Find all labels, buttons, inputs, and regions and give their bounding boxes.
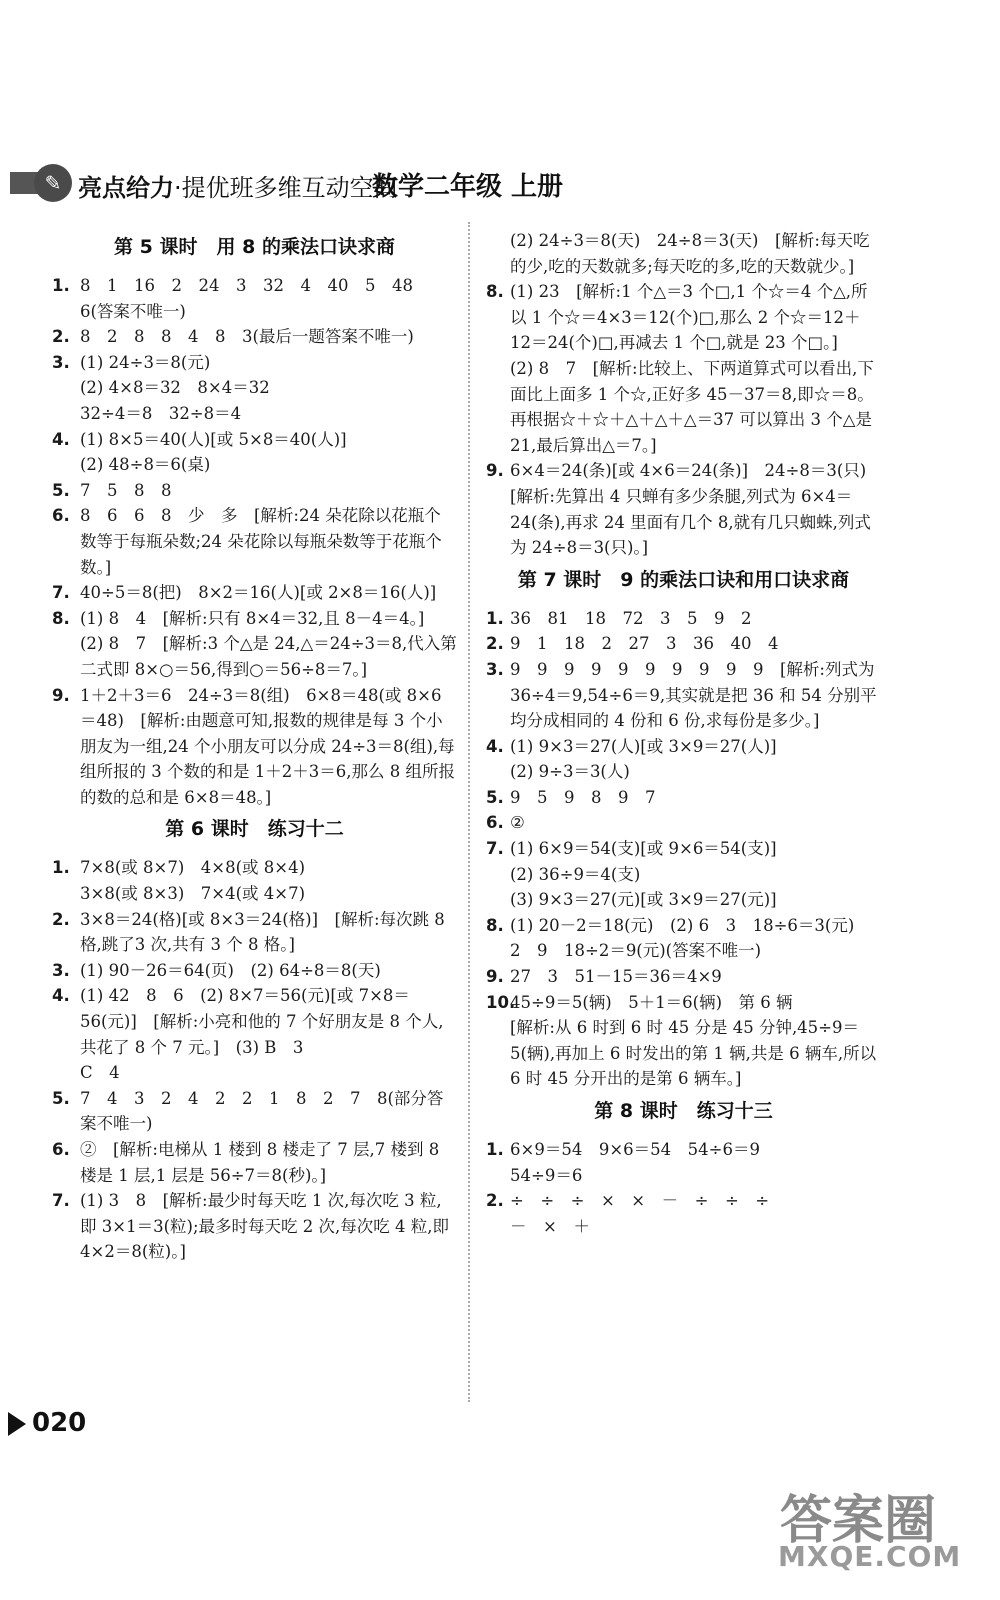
question-number: 8. xyxy=(52,608,70,628)
header-brand xyxy=(78,168,398,203)
page-number xyxy=(8,1408,86,1438)
page-arrow-icon xyxy=(8,1412,26,1436)
question-number: 4. xyxy=(486,736,504,756)
question-number: 9. xyxy=(486,967,504,987)
question-number: 6. xyxy=(52,1140,70,1159)
answer-text: 7 4 3 2 4 2 2 1 8 2 7 8(部分答案不唯一) xyxy=(80,1088,444,1134)
answer-item xyxy=(52,855,457,906)
question-number: 3. xyxy=(52,352,70,372)
answer-item xyxy=(486,228,881,279)
answer-item xyxy=(52,580,457,606)
answer-text: (1) 8 4 [解析:只有 8×4＝32,且 8－4＝4。] (2) 8 7 [解析:3 个△是 24,△＝24÷3＝8,代入第二式即 8×○＝56,得到○＝56÷8＝7。] xyxy=(80,608,457,679)
answer-item xyxy=(52,958,457,984)
answer-text: (1) 9×3＝27(人)[或 3×9＝27(人)] (2) 9÷3＝3(人) xyxy=(510,736,777,782)
answer-item xyxy=(52,1086,457,1137)
brand-logo-icon: ✎ xyxy=(34,164,72,202)
answer-item xyxy=(486,836,881,913)
answer-text: (1) 3 8 [解析:最少时每天吃 1 次,每次吃 3 粒,即 3×1＝3(粒);最多时每天吃 2 次,每次吃 4 粒,即 4×2＝8(粒)。] xyxy=(80,1191,449,1262)
answer-text: 1＋2＋3＝6 24÷3＝8(组) 6×8＝48(或 8×6＝48) [解析:由题意可知,报数的规律是每 3 个小朋友为一组,24 个小朋友可以分成 24÷3＝8(组),每组所报的 3 个数的和是 1＋2＋3＝6,那么 8 组所报的数的总和是 6×8＝48。] xyxy=(80,685,455,807)
question-number: 9. xyxy=(486,461,504,481)
answer-text: (1) 8×5＝40(人)[或 5×8＝40(人)] (2) 48÷8＝6(桌) xyxy=(80,429,347,475)
answer-text: (1) 23 [解析:1 个△＝3 个□,1 个☆＝4 个△,所以 1 个☆＝4×3＝12(个)□,那么 2 个☆＝12＋12＝24(个)□,再减去 1 个□,就是 23 个□。] (2) 8 7 [解析:比较上、下两道算式可以看出,下面比上面多 1 个☆,正好多 45－37＝8,即☆＝8。再根据☆＋☆＋△＋△＋△＝37 可以算出 3 个△是 21,最后算出△＝7。] xyxy=(510,282,874,455)
answer-item xyxy=(52,1188,457,1265)
question-number: 5. xyxy=(52,1088,70,1108)
question-number: 1. xyxy=(52,858,70,878)
answer-text: 7×8(或 8×7) 4×8(或 8×4) 3×8(或 8×3) 7×4(或 4×7) xyxy=(80,858,306,904)
question-number: 7. xyxy=(52,583,70,603)
answer-item xyxy=(486,657,881,734)
watermark xyxy=(760,1470,990,1590)
question-number: 2. xyxy=(486,634,504,654)
page-header xyxy=(10,158,990,206)
answer-text: (1) 90－26＝64(页) (2) 64÷8＝8(天) xyxy=(80,960,381,980)
answer-text: 6×9＝54 9×6＝54 54÷6＝9 54÷9＝6 xyxy=(510,1140,760,1185)
question-number: 7. xyxy=(486,839,504,859)
answer-item xyxy=(52,983,457,1085)
question-number: 3. xyxy=(52,960,70,980)
answer-item xyxy=(52,273,457,324)
answer-item xyxy=(52,503,457,580)
answer-text: 9 1 18 2 27 3 36 40 4 xyxy=(510,634,779,654)
answer-text: ② [解析:电梯从 1 楼到 8 楼走了 7 层,7 楼到 8 楼是 1 层,1 层是 56÷7＝8(秒)。] xyxy=(80,1140,440,1185)
answer-text: 9 9 9 9 9 9 9 9 9 9 [解析:列式为 36÷4＝9,54÷6＝9,其实就是把 36 和 54 分别平均分成相同的 4 份和 6 份,求每份是多少。] xyxy=(510,659,877,731)
answer-text: 8 1 16 2 24 3 32 4 40 5 48 6(答案不唯一) xyxy=(80,276,430,321)
answer-item xyxy=(52,683,457,811)
answer-text: 27 3 51－15＝36＝4×9 xyxy=(510,967,722,987)
answer-text: (1) 6×9＝54(支)[或 9×6＝54(支)] (2) 36÷9＝4(支) (3) 9×3＝27(元)[或 3×9＝27(元)] xyxy=(510,839,777,910)
question-number: 5. xyxy=(52,480,70,500)
question-number: 9. xyxy=(52,685,70,705)
answer-item xyxy=(52,324,457,350)
answer-text: (1) 20－2＝18(元) (2) 6 3 18÷6＝3(元) 2 9 18÷2＝9(元)(答案不唯一) xyxy=(510,915,871,961)
answer-item xyxy=(52,1137,457,1188)
left-column xyxy=(52,228,457,1265)
question-number: 2. xyxy=(486,1191,504,1211)
book-subject: 数学二年级 上册 xyxy=(372,172,564,202)
answer-item xyxy=(486,458,881,560)
answer-item xyxy=(486,990,881,1092)
answer-text: 8 6 6 8 少 多 [解析:24 朵花除以花瓶个数等于每瓶朵数;24 朵花除以每瓶朵数等于花瓶个数。] xyxy=(80,506,442,577)
question-number: 6. xyxy=(52,506,70,526)
question-number: 1. xyxy=(486,1140,504,1159)
answer-item xyxy=(486,1137,881,1188)
question-number: 8. xyxy=(486,282,504,302)
answer-item xyxy=(52,350,457,427)
answer-item xyxy=(52,907,457,958)
question-number: 4. xyxy=(52,429,70,449)
question-number: 4. xyxy=(52,986,70,1006)
page-number-text: 020 xyxy=(32,1408,87,1438)
question-number: 1. xyxy=(486,608,504,628)
answer-text: 8 2 8 8 4 8 3(最后一题答案不唯一) xyxy=(80,327,414,347)
section-title: 第 7 课时 9 的乘法口诀和用口诀求商 xyxy=(517,568,850,591)
brand-subtitle: ·提优班多维互动空间 xyxy=(174,174,398,202)
answer-item xyxy=(486,810,881,836)
right-column xyxy=(486,228,881,1239)
question-number: 1. xyxy=(52,276,70,295)
question-number: 2. xyxy=(52,909,70,929)
answer-item xyxy=(52,478,457,504)
question-number: 10. xyxy=(486,992,516,1012)
answer-text: 9 5 9 8 9 7 xyxy=(510,787,656,807)
answer-text: ÷ ÷ ÷ × × － ÷ ÷ ÷ － × ＋ xyxy=(510,1191,770,1236)
question-number: 2. xyxy=(52,327,70,347)
watermark-site: MXQE.COM xyxy=(778,1540,962,1573)
answer-text: 7 5 8 8 xyxy=(80,480,172,500)
question-number: 7. xyxy=(52,1191,70,1211)
answer-text: (2) 24÷3＝8(天) 24÷8＝3(天) [解析:每天吃的少,吃的天数就多;每天吃的多,吃的天数就少。] xyxy=(510,231,870,276)
answer-item xyxy=(52,427,457,478)
question-number: 8. xyxy=(486,915,504,935)
answer-text: 3×8＝24(格)[或 8×3＝24(格)] [解析:每次跳 8 格,跳了3 次,共有 3 个 8 格。] xyxy=(80,909,445,955)
answer-item xyxy=(486,734,881,785)
section-title: 第 6 课时 练习十二 xyxy=(165,818,344,841)
question-number: 6. xyxy=(486,813,504,833)
answer-item xyxy=(52,606,457,683)
answer-text: 36 81 18 72 3 5 9 2 xyxy=(510,608,752,628)
answer-text: (1) 42 8 6 (2) 8×7＝56(元)[或 7×8＝56(元)] [解析:小亮和他的 7 个好朋友是 8 个人,共花了 8 个 7 元。] (3) B 3 C 4 xyxy=(80,986,444,1083)
answer-text: (1) 24÷3＝8(元) (2) 4×8＝32 8×4＝32 32÷4＝8 32÷8＝4 xyxy=(80,352,270,423)
answer-item xyxy=(486,606,881,632)
answer-text: 40÷5＝8(把) 8×2＝16(人)[或 2×8＝16(人)] xyxy=(80,583,437,603)
answer-item xyxy=(486,964,881,990)
answer-item xyxy=(486,1188,881,1239)
answer-item xyxy=(486,913,881,964)
answer-text: 6×4＝24(条)[或 4×6＝24(条)] 24÷8＝3(只) [解析:先算出 4 只蝉有多少条腿,列式为 6×4＝24(条),再求 24 里面有几个 8,就有几只蜘蛛,列式为 24÷8＝3(只)。] xyxy=(510,461,883,558)
answer-item xyxy=(486,631,881,657)
section-title: 第 8 课时 练习十三 xyxy=(594,1100,773,1122)
answer-item xyxy=(486,785,881,811)
answer-text: ② xyxy=(510,813,525,833)
question-number: 3. xyxy=(486,659,504,679)
section-title: 第 5 课时 用 8 的乘法口诀求商 xyxy=(114,236,395,258)
brand-name: 亮点给力 xyxy=(78,174,174,202)
answer-item xyxy=(486,279,881,458)
question-number: 5. xyxy=(486,787,504,807)
answer-text: 45÷9＝5(辆) 5＋1＝6(辆) 第 6 辆 [解析:从 6 时到 6 时 45 分是 45 分钟,45÷9＝5(辆),再加上 6 时发出的第 1 辆,共是 6 辆车,所以 6 时 45 分开出的是第 6 辆车。] xyxy=(510,992,877,1089)
watermark-logo: 答案圈 xyxy=(780,1491,937,1551)
column-divider xyxy=(468,222,470,1402)
